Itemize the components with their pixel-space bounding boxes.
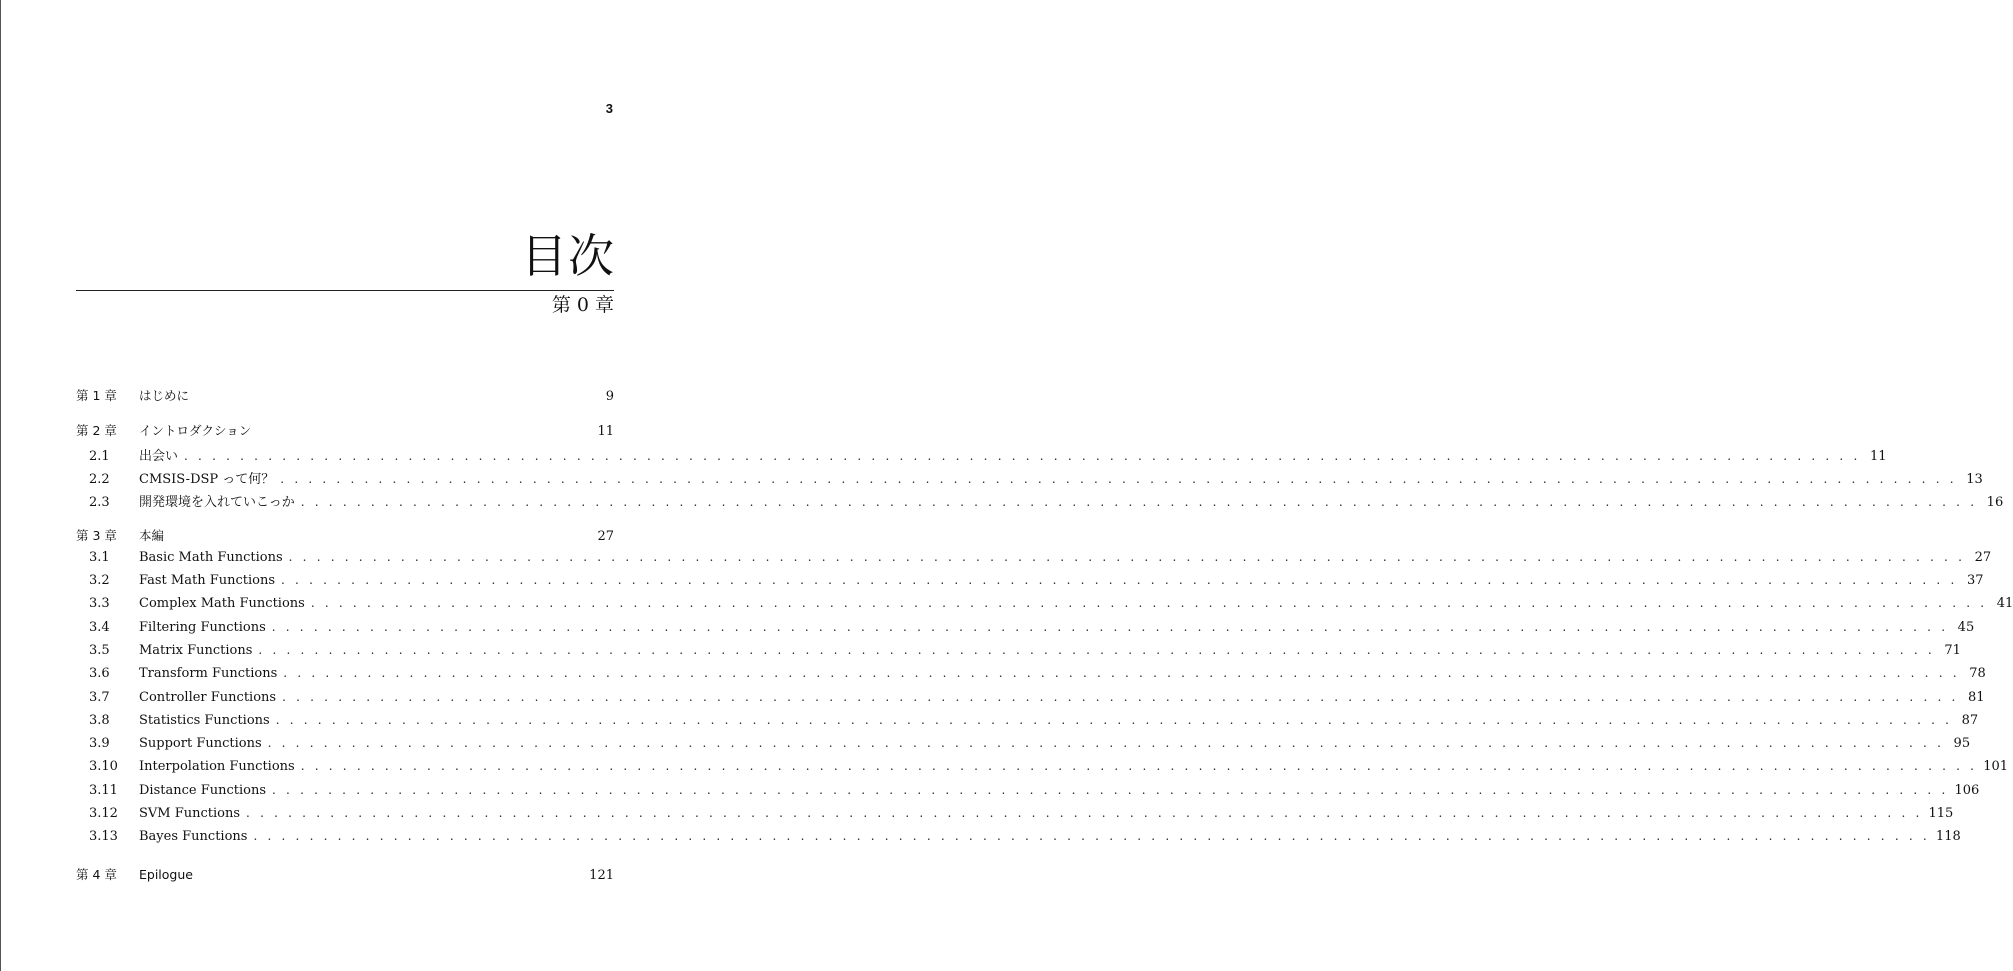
toc-section-number: 2.2 xyxy=(89,471,110,487)
toc-section-page: 16 xyxy=(1986,495,2004,511)
toc-section-number: 3.3 xyxy=(89,596,110,612)
toc-chapter-number: 第 1 章 xyxy=(76,388,117,403)
toc-section-title: Bayes Functions xyxy=(139,829,248,845)
toc-dot-leader: . . . . . . . . . . . . . . . . . . . . . . . . . . . . . . . . . . . . . . . . . . . . . . . . . . . . . . . . . . . . . . . . . . . . . . . . . . . . . . . . . . . . . . . . . . . . . . . . . . . . . . . . . . . . . . . . . . . . . . . . xyxy=(184,448,1861,463)
toc-section-title: Interpolation Functions xyxy=(139,759,295,775)
toc-dot-leader: . . . . . . . . . . . . . . . . . . . . . . . . . . . . . . . . . . . . . . . . . . . . . . . . . . . . . . . . . . . . . . . . . . . . . . . . . . . . . . . . . . . . . . . . . . . . . . . . . . . . . . . . . . . . . . . . . . . . . . . . xyxy=(272,782,1949,797)
toc-chapter-title: イントロダクション xyxy=(139,423,252,439)
chapter-label: 第 0 章 xyxy=(551,294,614,316)
toc-chapter-page: 9 xyxy=(605,389,614,404)
toc-section-entry[interactable] xyxy=(76,806,1954,829)
toc-chapter-block xyxy=(76,865,614,888)
toc-section-number: 3.8 xyxy=(89,712,110,728)
toc-chapter-title: Epilogue xyxy=(139,866,193,882)
toc-section-page: 41 xyxy=(1996,596,2013,612)
toc-section-page: 13 xyxy=(1966,471,1983,487)
toc-section-entry[interactable] xyxy=(76,642,1961,666)
toc-section-title: 開発環境を入れていこっか xyxy=(139,495,295,511)
toc-dot-leader: . . . . . . . . . . . . . . . . . . . . . . . . . . . . . . . . . . . . . . . . . . . . . . . . . . . . . . . . . . . . . . . . . . . . . . . . . . . . . . . . . . . . . . . . . . . . . . . . . . . . . . . . . . . . . . . . . . . . . . . . xyxy=(310,596,1988,611)
toc-chapter-number: 第 3 章 xyxy=(76,528,117,544)
toc-chapter-number: 第 2 章 xyxy=(76,423,117,439)
toc-section-number: 3.1 xyxy=(89,549,110,565)
toc-section-page: 37 xyxy=(1966,573,1984,589)
toc-section-entry[interactable] xyxy=(76,666,1986,689)
toc-section-page: 115 xyxy=(1928,806,1954,822)
toc-chapter-block xyxy=(76,386,614,409)
toc-section-entry[interactable] xyxy=(76,712,1979,736)
toc-section-number: 3.13 xyxy=(89,829,118,845)
toc-chapter-entry[interactable] xyxy=(76,865,614,888)
toc-section-title: Distance Functions xyxy=(139,782,267,798)
toc-section-entry[interactable] xyxy=(76,573,1984,596)
toc-section-title: Support Functions xyxy=(139,736,262,752)
toc-section-page: 11 xyxy=(1869,448,1887,464)
toc-dot-leader: . . . . . . . . . . . . . . . . . . . . . . . . . . . . . . . . . . . . . . . . . . . . . . . . . . . . . . . . . . . . . . . . . . . . . . . . . . . . . . . . . . . . . . . . . . . . . . . . . . . . . . . . . . . . . . . . . . . . . . . . xyxy=(275,712,1953,727)
toc-section-entry[interactable] xyxy=(76,619,1975,643)
toc-dot-leader: . . . . . . . . . . . . . . . . . . . . . . . . . . . . . . . . . . . . . . . . . . . . . . . . . . . . . . . . . . . . . . . . . . . . . . . . . . . . . . . . . . . . . . . . . . . . . . . . . . . . . . . . . . . . . . . . . . . . . . . . xyxy=(280,471,1957,486)
page-left-edge xyxy=(0,0,1,971)
toc-section-number: 3.6 xyxy=(89,666,110,682)
toc-section-entry[interactable] xyxy=(76,829,1961,852)
toc-dot-leader: . . . . . . . . . . . . . . . . . . . . . . . . . . . . . . . . . . . . . . . . . . . . . . . . . . . . . . . . . . . . . . . . . . . . . . . . . . . . . . . . . . . . . . . . . . . . . . . . . . . . . . . . . . . . . . . . . . . . . . . . xyxy=(282,689,1959,704)
toc-section-number: 3.12 xyxy=(89,806,118,822)
toc-dot-leader: . . . . . . . . . . . . . . . . . . . . . . . . . . . . . . . . . . . . . . . . . . . . . . . . . . . . . . . . . . . . . . . . . . . . . . . . . . . . . . . . . . . . . . . . . . . . . . . . . . . . . . . . . . . . . . . . . . . . . . . . xyxy=(281,573,1958,588)
toc-chapter-entry[interactable] xyxy=(76,421,614,444)
toc-section-page: 118 xyxy=(1935,829,1961,845)
toc-section-entry[interactable] xyxy=(76,759,2009,782)
toc-section-page: 106 xyxy=(1954,782,1980,798)
toc-section-title: Fast Math Functions xyxy=(139,573,276,589)
toc-section-number: 3.10 xyxy=(89,759,118,775)
toc-section-title: Filtering Functions xyxy=(139,619,266,635)
toc-section-number: 3.5 xyxy=(89,642,110,658)
toc-chapter-title: はじめに xyxy=(139,388,190,403)
toc-section-page: 95 xyxy=(1953,736,1971,752)
toc-section-title: Basic Math Functions xyxy=(139,549,283,565)
toc-section-title: Controller Functions xyxy=(139,689,277,705)
toc-dot-leader: . . . . . . . . . . . . . . . . . . . . . . . . . . . . . . . . . . . . . . . . . . . . . . . . . . . . . . . . . . . . . . . . . . . . . . . . . . . . . . . . . . . . . . . . . . . . . . . . . . . . . . . . . . . . . . . . . . . . . . . . xyxy=(253,829,1930,844)
toc-section-number: 3.7 xyxy=(89,689,110,705)
toc-chapter-page: 27 xyxy=(597,529,614,545)
toc-section-page: 71 xyxy=(1944,642,1961,658)
toc-section-title: CMSIS-DSP って何？ xyxy=(139,471,275,487)
toc-section-entry[interactable] xyxy=(76,782,1980,806)
toc-chapter-block xyxy=(76,421,2004,514)
toc-dot-leader: . . . . . . . . . . . . . . . . . . . . . . . . . . . . . . . . . . . . . . . . . . . . . . . . . . . . . . . . . . . . . . . . . . . . . . . . . . . . . . . . . . . . . . . . . . . . . . . . . . . . . . . . . . . . . . . . . . . . . . . . xyxy=(258,642,1935,657)
title-rule xyxy=(76,290,614,291)
toc-section-title: Matrix Functions xyxy=(139,642,253,658)
toc-section-title: Statistics Functions xyxy=(139,712,270,728)
toc-dot-leader: . . . . . . . . . . . . . . . . . . . . . . . . . . . . . . . . . . . . . . . . . . . . . . . . . . . . . . . . . . . . . . . . . . . . . . . . . . . . . . . . . . . . . . . . . . . . . . . . . . . . . . . . . . . . . . . . . . . . . . . . xyxy=(246,806,1923,821)
toc-chapter-page: 121 xyxy=(589,867,614,883)
toc-dot-leader: . . . . . . . . . . . . . . . . . . . . . . . . . . . . . . . . . . . . . . . . . . . . . . . . . . . . . . . . . . . . . . . . . . . . . . . . . . . . . . . . . . . . . . . . . . . . . . . . . . . . . . . . . . . . . . . . . . . . . . . . xyxy=(271,619,1949,634)
toc-section-entry[interactable] xyxy=(76,736,1971,759)
toc-section-entry[interactable] xyxy=(76,468,1983,491)
toc-dot-leader: . . . . . . . . . . . . . . . . . . . . . . . . . . . . . . . . . . . . . . . . . . . . . . . . . . . . . . . . . . . . . . . . . . . . . . . . . . . . . . . . . . . . . . . . . . . . . . . . . . . . . . . . . . . . . . . . . . . . . . . . xyxy=(288,549,1966,564)
table-of-contents xyxy=(76,386,2013,900)
toc-section-entry[interactable] xyxy=(76,689,1985,713)
toc-section-entry[interactable] xyxy=(76,549,1992,573)
toc-section-page: 101 xyxy=(1983,759,2009,775)
toc-section-title: 出会い xyxy=(139,448,179,464)
toc-section-number: 2.3 xyxy=(89,495,110,511)
toc-chapter-entry[interactable] xyxy=(76,526,614,549)
toc-section-number: 3.4 xyxy=(89,619,110,635)
toc-section-number: 3.9 xyxy=(89,736,110,752)
toc-section-entry[interactable] xyxy=(76,596,2013,619)
toc-section-page: 87 xyxy=(1961,712,1979,728)
toc-section-entry[interactable] xyxy=(76,491,2004,514)
toc-section-page: 45 xyxy=(1957,619,1975,635)
toc-dot-leader: . . . . . . . . . . . . . . . . . . . . . . . . . . . . . . . . . . . . . . . . . . . . . . . . . . . . . . . . . . . . . . . . . . . . . . . . . . . . . . . . . . . . . . . . . . . . . . . . . . . . . . . . . . . . . . . . . . . . . . . . xyxy=(300,495,1978,510)
toc-section-number: 3.2 xyxy=(89,573,110,589)
toc-section-number: 3.11 xyxy=(89,782,118,798)
page-number: 3 xyxy=(605,101,613,116)
toc-section-number: 2.1 xyxy=(89,448,110,464)
toc-section-entry[interactable] xyxy=(76,445,1887,468)
toc-section-page: 81 xyxy=(1968,689,1985,705)
toc-chapter-number: 第 4 章 xyxy=(76,866,117,882)
toc-chapter-block xyxy=(76,526,2013,852)
toc-chapter-entry[interactable] xyxy=(76,386,614,409)
toc-section-page: 27 xyxy=(1974,549,1992,565)
toc-section-page: 78 xyxy=(1969,666,1986,682)
toc-section-title: Complex Math Functions xyxy=(139,596,305,612)
toc-dot-leader: . . . . . . . . . . . . . . . . . . . . . . . . . . . . . . . . . . . . . . . . . . . . . . . . . . . . . . . . . . . . . . . . . . . . . . . . . . . . . . . . . . . . . . . . . . . . . . . . . . . . . . . . . . . . . . . . . . . . . . . . xyxy=(300,759,1978,774)
page-title: 目次 xyxy=(521,229,615,283)
toc-section-title: Transform Functions xyxy=(139,666,278,682)
toc-dot-leader: . . . . . . . . . . . . . . . . . . . . . . . . . . . . . . . . . . . . . . . . . . . . . . . . . . . . . . . . . . . . . . . . . . . . . . . . . . . . . . . . . . . . . . . . . . . . . . . . . . . . . . . . . . . . . . . . . . . . . . . . xyxy=(267,736,1945,751)
toc-section-title: SVM Functions xyxy=(139,806,241,822)
toc-chapter-title: 本編 xyxy=(139,528,165,544)
toc-dot-leader: . . . . . . . . . . . . . . . . . . . . . . . . . . . . . . . . . . . . . . . . . . . . . . . . . . . . . . . . . . . . . . . . . . . . . . . . . . . . . . . . . . . . . . . . . . . . . . . . . . . . . . . . . . . . . . . . . . . . . . . . xyxy=(283,666,1960,681)
toc-chapter-page: 11 xyxy=(597,424,614,440)
